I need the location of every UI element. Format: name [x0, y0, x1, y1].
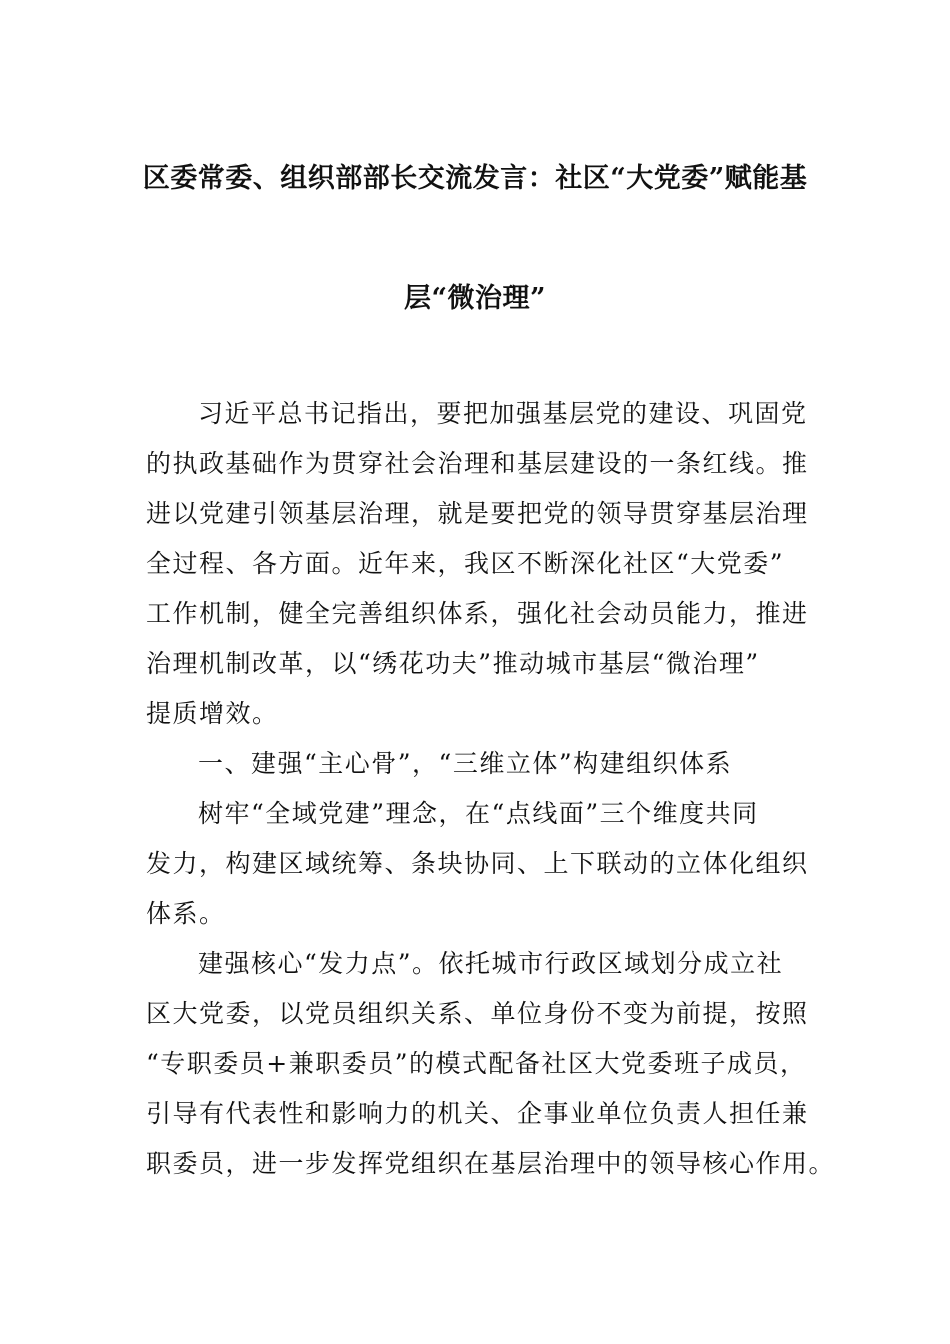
body-line: “专职委员+兼职委员”的模式配备社区大党委班子成员， [146, 1049, 807, 1078]
body-line: 提质增效。 [146, 699, 279, 728]
body-line: 全过程、各方面。近年来，我区不断深化社区“大党委” [146, 549, 785, 578]
body-line: 习近平总书记指出，要把加强基层党的建设、巩固党 [198, 399, 808, 428]
document-title-line-2: 层“微治理” [403, 283, 547, 314]
body-line: 区大党委，以党员组织关系、单位身份不变为前提，按照 [146, 999, 809, 1028]
body-line: 建强核心“发力点”。依托城市行政区域划分成立社 [198, 949, 784, 978]
section-heading: 一、建强“主心骨”，“三维立体”构建组织体系 [198, 749, 733, 778]
body-line: 体系。 [146, 899, 226, 928]
body-line: 职委员，进一步发挥党组织在基层治理中的领导核心作用。 [146, 1149, 836, 1178]
document-body [146, 389, 836, 1189]
body-line: 发力，构建区域统筹、条块协同、上下联动的立体化组织 [146, 849, 809, 878]
body-line: 进以党建引领基层治理，就是要把党的领导贯穿基层治理 [146, 499, 809, 528]
body-line: 引导有代表性和影响力的机关、企事业单位负责人担任兼 [146, 1099, 809, 1128]
body-line: 工作机制，健全完善组织体系，强化社会动员能力，推进 [146, 599, 809, 628]
document-title-line-1: 区委常委、组织部部长交流发言：社区“大党委”赋能基 [142, 163, 808, 194]
body-line: 树牢“全域党建”理念，在“点线面”三个维度共同 [198, 799, 759, 828]
body-line: 治理机制改革，以“绣花功夫”推动城市基层“微治理” [146, 649, 760, 678]
body-line: 的执政基础作为贯穿社会治理和基层建设的一条红线。推 [146, 449, 809, 478]
